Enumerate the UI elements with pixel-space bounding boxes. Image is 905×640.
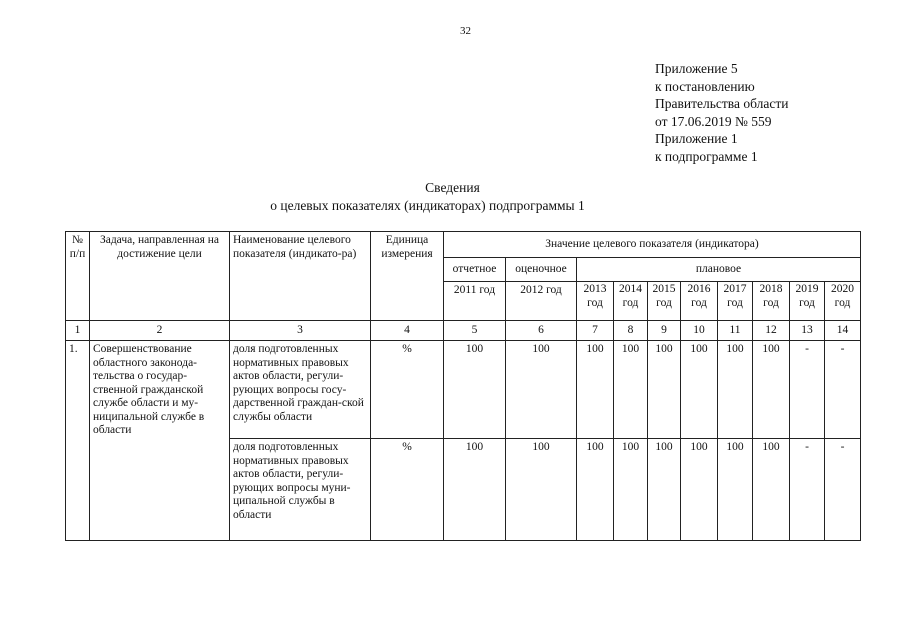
year-suffix: год	[587, 296, 603, 309]
column-number: 1	[66, 321, 90, 341]
header-reported: отчетное	[444, 258, 506, 282]
indicators-table	[65, 231, 861, 541]
appendix-line: Правительства области	[655, 96, 789, 111]
column-number: 12	[753, 321, 790, 341]
indicator-name: доля подготовленных нормативных правовых актов области, регули-рующих вопросы муни-ципальной службы в области	[230, 439, 371, 541]
header-year-2012: 2012 год	[506, 282, 577, 321]
value-cell: 100	[753, 439, 790, 541]
document-subtitle: о целевых показателях (индикаторах) подпрограммы 1	[270, 198, 585, 213]
year-suffix: год	[727, 296, 743, 309]
year-value: 2014	[619, 283, 642, 295]
column-number: 7	[577, 321, 614, 341]
value-cell: 100	[681, 341, 718, 439]
column-number: 11	[718, 321, 753, 341]
appendix-line: от 17.06.2019 № 559	[655, 113, 772, 129]
column-number: 10	[681, 321, 718, 341]
page-number: 32	[460, 25, 471, 37]
column-number: 13	[790, 321, 825, 341]
header-year-cell	[718, 282, 753, 321]
header-year-cell	[577, 282, 614, 321]
value-cell: -	[825, 341, 861, 439]
header-year-cell	[753, 282, 790, 321]
value-cell: 100	[444, 439, 506, 541]
year-value: 2018	[759, 283, 783, 295]
unit-cell: %	[371, 439, 444, 541]
value-cell: 100	[681, 439, 718, 541]
header-year-cell	[648, 282, 681, 321]
column-number: 4	[371, 321, 444, 341]
document-title: Сведения	[425, 180, 480, 195]
value-cell: 100	[718, 341, 753, 439]
year-suffix: год	[799, 296, 815, 309]
appendix-block	[655, 60, 788, 165]
value-cell: 100	[506, 439, 577, 541]
year-value: 2019	[795, 283, 819, 295]
year-value: 2017	[723, 283, 747, 295]
column-number: 9	[648, 321, 681, 341]
value-cell: 100	[648, 341, 681, 439]
header-year-cell	[825, 282, 861, 321]
header-year-cell	[790, 282, 825, 321]
year-suffix: год	[834, 296, 851, 309]
value-cell: 100	[506, 341, 577, 439]
value-cell: -	[790, 341, 825, 439]
value-cell: 100	[648, 439, 681, 541]
header-estimated: оценочное	[506, 258, 577, 282]
column-number: 6	[506, 321, 577, 341]
year-value: 2013	[583, 283, 607, 295]
unit-cell: %	[371, 341, 444, 439]
value-cell: 100	[614, 439, 648, 541]
column-number: 2	[90, 321, 230, 341]
year-value: 2020	[831, 283, 854, 295]
appendix-line: к подпрограмме 1	[655, 148, 758, 164]
column-number: 3	[230, 321, 371, 341]
value-cell: 100	[718, 439, 753, 541]
header-planned: плановое	[577, 258, 861, 282]
year-suffix: год	[656, 296, 672, 309]
value-cell: -	[825, 439, 861, 541]
year-value: 2015	[652, 283, 676, 295]
appendix-line: Приложение 5	[655, 61, 738, 76]
row-number: 1.	[66, 341, 90, 541]
indicator-name: доля подготовленных нормативных правовых актов области, регули-рующих вопросы госу-дарственной граждан-ской службы области	[230, 341, 371, 439]
header-year-2011: 2011 год	[444, 282, 506, 321]
year-suffix: год	[622, 296, 639, 309]
value-cell: 100	[753, 341, 790, 439]
appendix-line: Приложение 1	[655, 131, 738, 146]
header-value-group: Значение целевого показателя (индикатора)	[444, 232, 861, 258]
task-text: Совершенствование областного законода-тельства о государ-ственной гражданской службе области и му-ниципальной службе в области	[90, 341, 230, 541]
header-num: № п/п	[66, 232, 90, 321]
appendix-line: к постановлению	[655, 78, 755, 94]
value-cell: 100	[444, 341, 506, 439]
header-year-cell	[614, 282, 648, 321]
header-indicator: Наименование целевого показателя (индикато-ра)	[230, 232, 371, 321]
year-suffix: год	[763, 296, 779, 309]
value-cell: -	[790, 439, 825, 541]
column-number: 5	[444, 321, 506, 341]
value-cell: 100	[614, 341, 648, 439]
header-unit: Единица измерения	[371, 232, 444, 321]
header-year-cell	[681, 282, 718, 321]
value-cell: 100	[577, 341, 614, 439]
value-cell: 100	[577, 439, 614, 541]
year-value: 2016	[687, 283, 711, 295]
year-suffix: год	[691, 296, 707, 309]
column-number: 14	[825, 321, 861, 341]
column-number: 8	[614, 321, 648, 341]
header-task: Задача, направленная на достижение цели	[90, 232, 230, 321]
